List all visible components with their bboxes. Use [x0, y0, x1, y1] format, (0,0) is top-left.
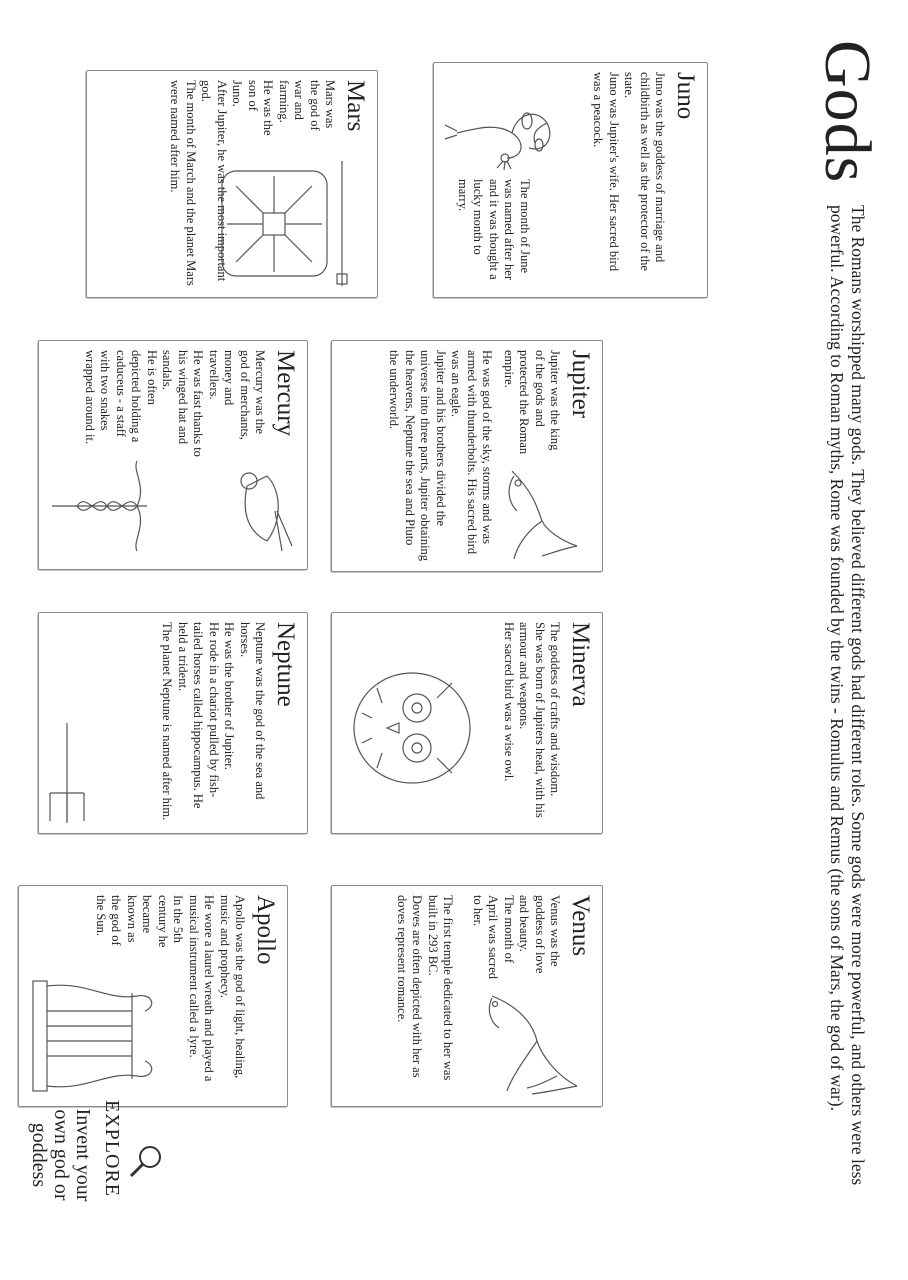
- neptune-text-2: He was the brother of Jupiter.: [222, 622, 237, 770]
- card-title-jupiter: Jupiter: [567, 350, 594, 419]
- venus-text-1: Venus was the goddess of love and beauty.: [517, 895, 563, 974]
- explore-label: EXPLORE: [101, 1100, 123, 1197]
- card-juno: [433, 62, 708, 298]
- card-apollo: [18, 885, 288, 1107]
- jupiter-text-3: Jupiter and his brothers divided the universe into three parts, Jupiter obtaining the heavens, Neptune the sea and Pluto the underworld.: [387, 350, 448, 562]
- mars-text-1: Mars was the god of war and farming.: [277, 80, 338, 131]
- mars-text-3: After Jupiter, he was the most important god.: [199, 80, 229, 282]
- explore-text: Invent your own god or goddess: [28, 1108, 94, 1202]
- card-venus: [331, 885, 603, 1107]
- intro-text: The Romans worshipped many gods. They believed different gods had different roles. Some gods were more powerful, and others were less powerful. According to Roman myths, Rome was founded by the twins - Romulus and Remus (the sons of Mars, the god of war).: [827, 205, 868, 1186]
- shield-and-sword-illustration: [212, 156, 347, 291]
- mercury-text-2: He was fast thanks to his winged hat and sandals.: [160, 350, 206, 457]
- card-title-neptune: Neptune: [272, 622, 299, 707]
- jupiter-text-2: He was god of the sky, storms and was armed with thunderbolts. His sacred bird was an eagle.: [449, 350, 495, 555]
- card-title-minerva: Minerva: [567, 622, 594, 707]
- mercury-text-3: He is often depicted holding a caduceus - a staff with two snakes wrapped around it.: [83, 350, 159, 445]
- apollo-text-2: He wore a laurel wreath and played a musical instrument called a lyre.: [187, 895, 217, 1082]
- card-minerva: [331, 612, 603, 834]
- minerva-text-3: Her sacred bird was a wise owl.: [502, 622, 516, 782]
- mars-text-4: The month of March and the planet Mars were named after him.: [168, 80, 198, 286]
- owl-illustration: [347, 663, 477, 793]
- trident-illustration: [42, 723, 92, 823]
- apollo-text-1: Apollo was the god of light, healing, music and prophecy.: [218, 895, 248, 1079]
- dove-illustration: [477, 986, 587, 1101]
- minerva-text-2: She was born of Jupiters head, with his armour and weapons.: [517, 622, 547, 818]
- card-title-juno: Juno: [672, 72, 699, 120]
- juno-text-1: Juno was the goddess of marriage and childbirth as well as the protector of the state.: [622, 72, 668, 271]
- card-neptune: [38, 612, 308, 834]
- eagle-illustration: [487, 461, 592, 566]
- venus-text-2: The month of April was sacred to her.: [471, 895, 516, 979]
- winged-hat-and-caduceus-illustration: [47, 451, 297, 566]
- mercury-text-1: Mercury was the god of merchants, money and travellers.: [207, 350, 268, 440]
- magnifying-glass-icon: [129, 1144, 163, 1178]
- mars-text-2: He was the son of Juno.: [230, 80, 276, 136]
- venus-text-4: Doves are often depicted with her as doves represent romance.: [395, 895, 425, 1078]
- jupiter-text-1: Jupiter was the king of the gods and protected the Roman empire.: [502, 350, 563, 455]
- card-mars: [86, 70, 378, 298]
- lyre-illustration: [27, 971, 167, 1101]
- page-title: Gods: [811, 40, 884, 184]
- neptune-text-4: The planet Neptune is named after him.: [160, 622, 175, 821]
- peacock-illustration: [442, 103, 557, 178]
- card-mercury: [38, 340, 308, 570]
- explore-box: [28, 1100, 163, 1210]
- minerva-text-1: The goddess of crafts and wisdom.: [548, 622, 563, 797]
- card-title-venus: Venus: [567, 895, 594, 957]
- juno-text-3: The month of June was named after her and it was thought a lucky month to marry.: [456, 179, 532, 280]
- card-title-mercury: Mercury: [272, 350, 299, 437]
- card-jupiter: [331, 340, 603, 572]
- card-title-apollo: Apollo: [252, 895, 279, 965]
- neptune-text-1: Neptune was the god of the sea and horses.: [238, 622, 268, 800]
- juno-text-2: Juno was Jupiter's wife. Her sacred bird was a peacock.: [591, 72, 621, 272]
- neptune-text-3: He rode in a chariot pulled by fish-tailed horses called hippocampus. He held a trident.: [176, 622, 221, 809]
- card-title-mars: Mars: [342, 80, 369, 132]
- venus-text-3: The first temple dedicated to her was built in 293 BC.: [426, 895, 456, 1081]
- apollo-text-3: In the 5th century he became known as the god of the Sun.: [94, 895, 186, 948]
